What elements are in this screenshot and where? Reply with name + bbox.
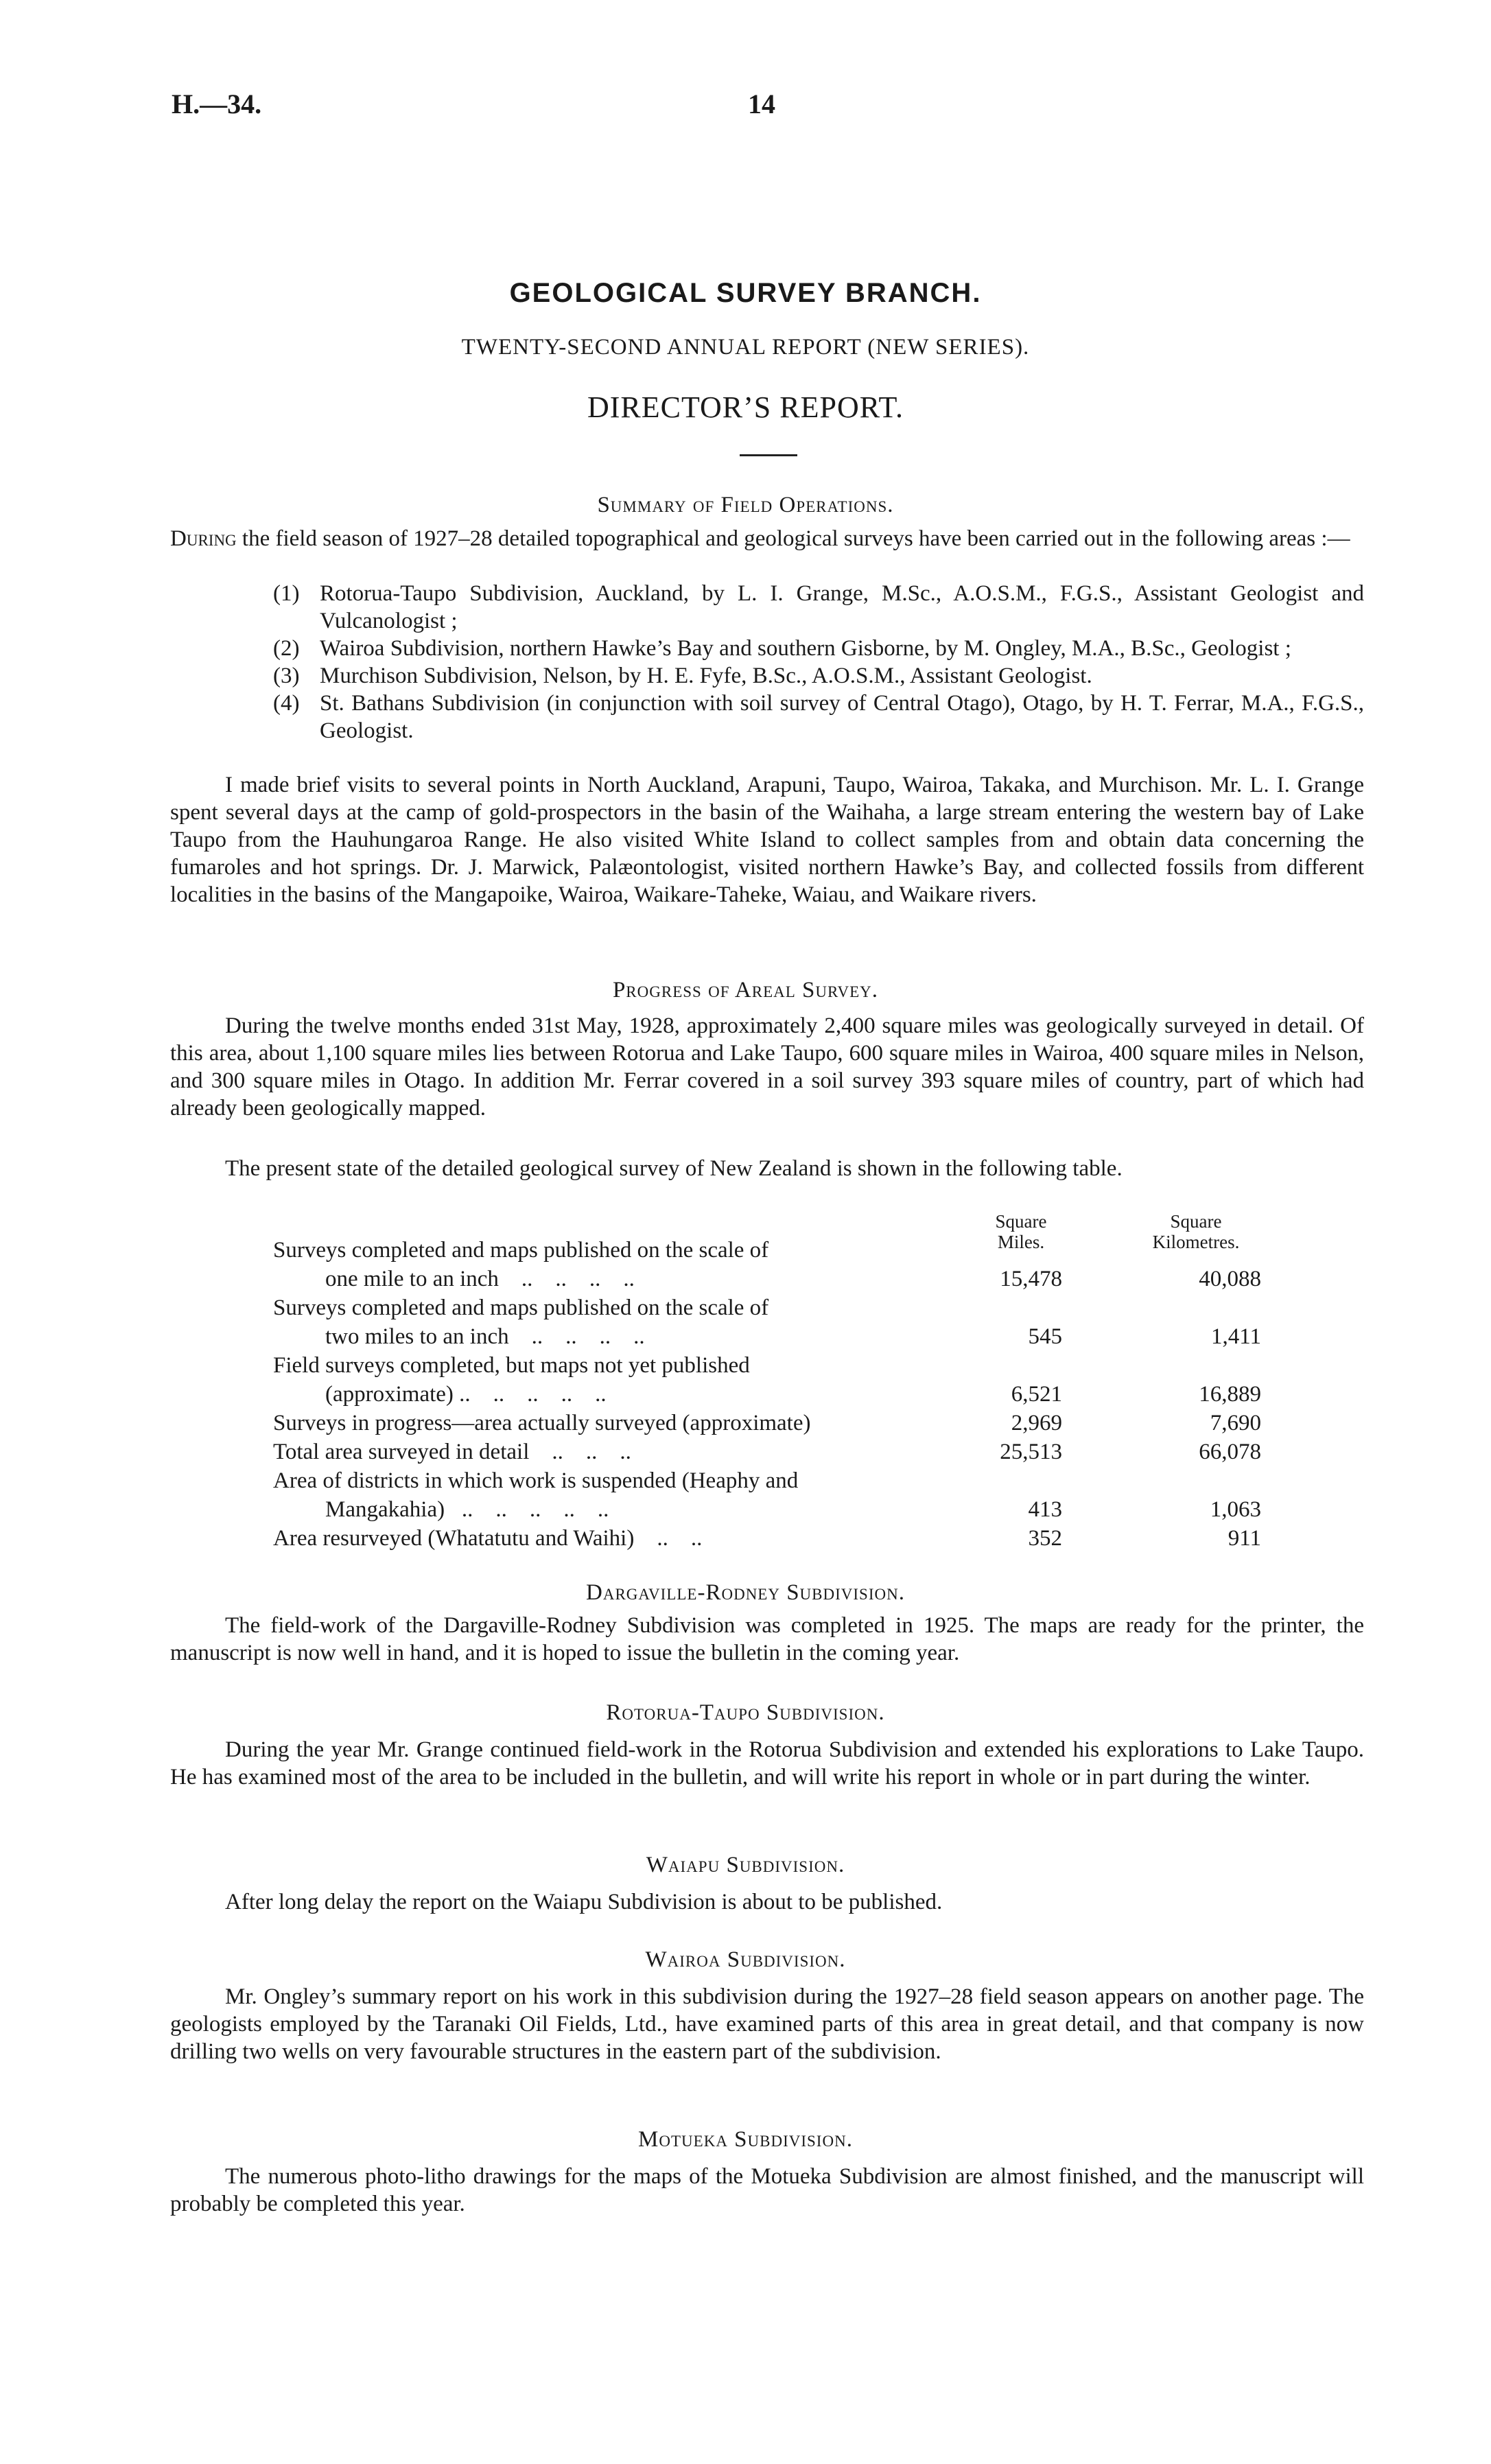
dargaville-heading: Dargaville-Rodney Subdivision.	[586, 1580, 905, 1605]
annual-report-title: TWENTY-SECOND ANNUAL REPORT (NEW SERIES).	[461, 335, 1030, 360]
table-row	[273, 1236, 1268, 1293]
square-miles-value: 545	[1028, 1324, 1062, 1349]
waiapu-paragraph: After long delay the report on the Waiapu Subdivision is about to be published.	[225, 1890, 943, 1914]
list-number: (2)	[273, 636, 300, 661]
row-label-line: Surveys completed and maps published on the scale of	[273, 1295, 769, 1320]
list-item	[170, 662, 1364, 690]
visits-paragraph: I made brief visits to several points in North Auckland, Arapuni, Taupo, Wairoa, Takaka, and Murchison. Mr. L. I. Grange spent several days at the camp of gold-prospectors in the basin of the Waihaha, a large stream entering the western bay of Lake Taupo from the Hauhungaroa Range. He also visited White Island to collect samples from and obtain data concerning the fumaroles and hot springs. Dr. J. Marwick, Palæontologist, visited northern Hawke’s Bay, and collected fossils from different localities in the basins of the Mangapoike, Wairoa, Waikare-Taheke, Waiau, and Waikare rivers.	[170, 773, 1364, 907]
intro-text: the field season of 1927–28 detailed topographical and geological surveys have been carried out in the following areas :—	[236, 526, 1350, 551]
square-miles-value: 25,513	[1000, 1440, 1062, 1464]
motueka-paragraph: The numerous photo-litho drawings for the maps of the Motueka Subdivision are almost finished, and the manuscript will probably be completed this year.	[170, 2164, 1364, 2216]
row-label	[273, 1293, 952, 1351]
square-km-value: 7,690	[1210, 1411, 1261, 1435]
square-km-value: 911	[1228, 1526, 1261, 1551]
square-km-value: 1,411	[1210, 1324, 1261, 1349]
row-label-continuation: (approximate) .. .. .. .. ..	[325, 1382, 607, 1407]
wairoa-heading: Wairoa Subdivision.	[645, 1947, 846, 1972]
title-divider	[740, 454, 797, 456]
list-number: (4)	[273, 691, 300, 716]
table-intro-paragraph: The present state of the detailed geological survey of New Zealand is shown in the following table.	[225, 1156, 1123, 1181]
square-km-value: 66,078	[1199, 1440, 1261, 1464]
row-label-continuation: Mangakahia) .. .. .. .. ..	[325, 1497, 609, 1522]
list-number: (3)	[273, 664, 300, 688]
table-row	[273, 1524, 1268, 1553]
row-label	[273, 1351, 952, 1409]
page-header	[172, 88, 1372, 129]
row-label-continuation: one mile to an inch .. .. .. ..	[325, 1267, 635, 1291]
square-miles-value: 15,478	[1000, 1267, 1062, 1291]
square-km-value: 40,088	[1199, 1267, 1261, 1291]
intro-lead-word: During	[170, 526, 237, 551]
row-label	[273, 1409, 952, 1438]
list-text: Murchison Subdivision, Nelson, by H. E. Fyfe, B.Sc., A.O.S.M., Assistant Geologist.	[320, 664, 1092, 688]
column-header-unit: Kilometres.	[1152, 1232, 1240, 1252]
list-text: Wairoa Subdivision, northern Hawke’s Bay and southern Gisborne, by M. Ongley, M.A., B.Sc., Geologist ;	[320, 636, 1291, 661]
summary-intro	[170, 525, 1364, 552]
column-header-top: Square	[1170, 1211, 1222, 1232]
branch-title: GEOLOGICAL SURVEY BRANCH.	[509, 278, 982, 308]
square-km-value: 1,063	[1210, 1497, 1261, 1522]
list-item	[170, 635, 1364, 662]
table-row	[273, 1438, 1268, 1466]
row-label-line: Total area surveyed in detail .. .. ..	[273, 1440, 631, 1464]
table-row	[273, 1351, 1268, 1409]
dargaville-paragraph: The field-work of the Dargaville-Rodney Subdivision was completed in 1925. The maps are ready for the printer, the manuscript is now well in hand, and it is hoped to issue the bulletin in the coming year.	[170, 1613, 1364, 1665]
row-label-line: Field surveys completed, but maps not yet published	[273, 1353, 750, 1378]
list-text: Rotorua-Taupo Subdivision, Auckland, by L. I. Grange, M.Sc., A.O.S.M., F.G.S., Assistant Geologist and Vulcanologist ;	[320, 581, 1364, 633]
rotorua-paragraph: During the year Mr. Grange continued field-work in the Rotorua Subdivision and extended his explorations to Lake Taupo. He has examined most of the area to be included in the bulletin, and will write his report in whole or in part during the winter.	[170, 1737, 1364, 1790]
table-row	[273, 1466, 1268, 1524]
survey-statistics-table	[273, 1211, 1268, 1554]
list-number: (1)	[273, 581, 300, 606]
row-label	[273, 1438, 952, 1466]
list-text: St. Bathans Subdivision (in conjunction with soil survey of Central Otago), Otago, by H. T. Ferrar, M.A., F.G.S., Geologist.	[320, 691, 1364, 743]
table-row	[273, 1293, 1268, 1351]
square-miles-value: 2,969	[1011, 1411, 1062, 1435]
square-miles-value: 352	[1028, 1526, 1062, 1551]
page-number: 14	[748, 89, 775, 119]
report-title: DIRECTOR’S REPORT.	[587, 390, 904, 424]
waiapu-heading: Waiapu Subdivision.	[646, 1853, 845, 1877]
wairoa-paragraph: Mr. Ongley’s summary report on his work in this subdivision during the 1927–28 field season appears on another page. The geologists employed by the Taranaki Oil Fields, Ltd., have examined parts of this area in great detail, and that company is now drilling two wells on very favourable structures in the eastern part of the subdivision.	[170, 1984, 1364, 2064]
survey-areas-list	[170, 580, 1364, 744]
square-miles-value: 6,521	[1011, 1382, 1062, 1407]
row-label	[273, 1524, 952, 1553]
rotorua-heading: Rotorua-Taupo Subdivision.	[606, 1700, 885, 1725]
column-header-top: Square	[995, 1211, 1047, 1232]
square-km-value: 16,889	[1199, 1382, 1261, 1407]
row-label	[273, 1236, 952, 1293]
row-label-continuation: two miles to an inch .. .. .. ..	[325, 1324, 645, 1349]
document-number: H.—34.	[172, 89, 262, 119]
progress-paragraph: During the twelve months ended 31st May, 1928, approximately 2,400 square miles was geologically surveyed in detail. Of this area, about 1,100 square miles lies between Rotorua and Lake Taupo, 600 square miles in Wairoa, 400 square miles in Nelson, and 300 square miles in Otago. In addition Mr. Ferrar covered in a soil survey 393 square miles of country, part of which had already been geologically mapped.	[170, 1013, 1364, 1120]
progress-heading: Progress of Areal Survey.	[612, 978, 879, 1002]
motueka-heading: Motueka Subdivision.	[638, 2127, 853, 2152]
row-label-line: Surveys completed and maps published on the scale of	[273, 1238, 769, 1263]
summary-heading: Summary of Field Operations.	[597, 493, 894, 517]
row-label-line: Area of districts in which work is suspended (Heaphy and	[273, 1468, 799, 1493]
list-item	[170, 580, 1364, 635]
table-row	[273, 1409, 1268, 1438]
row-label-line: Area resurveyed (Whatatutu and Waihi) .. ..	[273, 1526, 703, 1551]
square-miles-value: 413	[1028, 1497, 1062, 1522]
row-label-line: Surveys in progress—area actually surveyed (approximate)	[273, 1411, 811, 1435]
list-item	[170, 690, 1364, 744]
row-label	[273, 1466, 952, 1524]
column-header-unit: Miles.	[997, 1232, 1045, 1252]
